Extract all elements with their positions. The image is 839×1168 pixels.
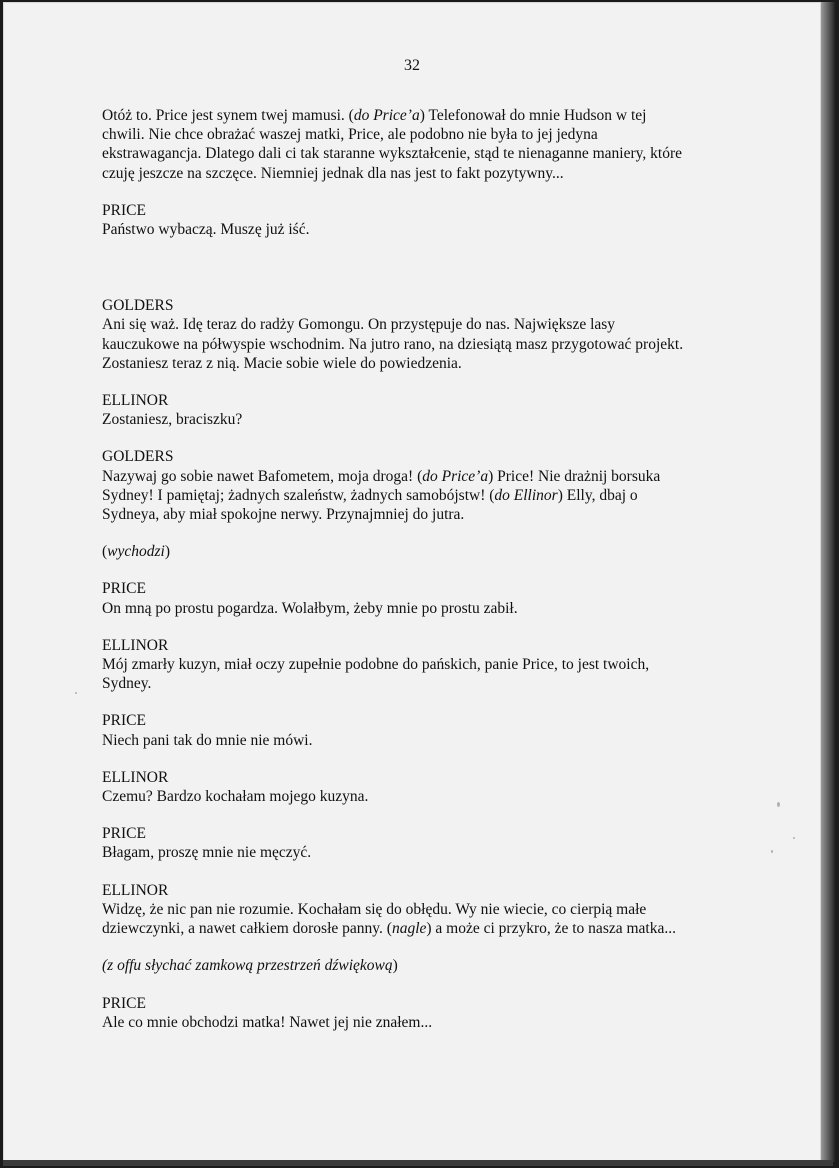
text-segment: kauczukowe na półwyspie wschodnim. Na jutro rano, na dziesiątą masz przygotować projekt. [102,335,684,353]
italic-segment: nagle [391,920,427,938]
speaker-name: PRICE [102,580,146,598]
text-line [102,486,742,505]
text-segment: Błagam, proszę mnie nie męczyć. [102,844,312,862]
text-line [102,106,742,125]
italic-segment: do Price’a [422,467,489,485]
block-gap [102,373,742,391]
text-line [102,731,742,750]
page-number: 32 [404,57,420,74]
dialogue-block [102,296,742,373]
stage-direction [102,542,742,561]
text-segment: ekstrawagancja. Dlatego dali ci tak staranne wykształcenie, stąd te nienaganne maniery, które [102,145,682,163]
text-segment: czuję jeszcze na szczęce. Niemniej jednak dla nas jest to fakt pozytywny... [102,164,564,182]
dialogue-block [102,106,742,183]
text-segment: ) Telefonował do mnie Hudson w tej [419,107,647,124]
speaker-name: GOLDERS [102,448,174,466]
block-gap [102,976,742,994]
block-gap [102,429,742,447]
scan-speck [771,850,773,853]
page-edge-shadow [821,2,835,1162]
dialogue-block [102,201,742,239]
text-segment: Otóż to. Price jest synem twej mamusi. ( [102,107,354,124]
block-gap [102,693,742,711]
text-segment: Sydneya, aby miał spokojne nerwy. Przynajmniej do jutra. [102,506,465,524]
text-segment: Zostaniesz teraz z nią. Macie sobie wiele do powiedzenia. [102,354,462,372]
italic-segment: do Price’a [353,107,420,124]
dialogue-block [102,391,742,429]
text-line [102,505,742,524]
text-line [102,125,742,144]
text-segment: ) [392,957,398,975]
text-segment: ) Elly, dbaj o [557,486,638,504]
stage-direction [102,956,742,975]
dialogue-block [102,824,742,862]
text-segment: ) a może ci przykro, że to nasza matka... [426,920,676,938]
text-line [102,144,742,163]
block-gap [102,183,742,201]
text-line [102,315,742,334]
block-gap [102,239,742,296]
dialogue-block [102,447,742,524]
block-gap [102,863,742,881]
dialogue-block [102,994,742,1032]
text-line [102,919,742,938]
text-segment: Państwo wybaczą. Muszę już iść. [102,221,310,239]
speaker-name: ELLINOR [102,636,169,654]
text-segment: Widzę, że nic pan nie rozumie. Kochałam się do obłędu. Wy nie wiecie, co cierpią małe [102,900,647,918]
block-gap [102,750,742,768]
block-gap [102,806,742,824]
text-line [102,787,742,806]
speaker-name: PRICE [102,201,146,219]
dialogue-block [102,881,742,939]
text-segment: ( [102,543,108,561]
text-line [102,900,742,919]
scan-speck [793,837,795,839]
block-gap [102,524,742,542]
text-line [102,956,742,975]
text-line [102,599,742,618]
block-gap [102,938,742,956]
scan-speck [75,692,77,694]
italic-segment: do Ellinor [494,486,558,504]
text-segment: Nazywaj go sobie nawet Bafometem, moja droga! ( [102,467,423,485]
page-edge-bottom [3,1160,833,1166]
text-line [102,354,742,373]
text-line [102,467,742,486]
text-segment: Mój zmarły kuzyn, miał oczy zupełnie podobne do pańskich, panie Price, to jest twoich, [102,656,650,674]
text-line [102,410,742,429]
dialogue-block [102,636,742,694]
text-segment: Ani się waż. Idę teraz do radży Gomongu. On przystępuje do nas. Największe lasy [102,316,616,334]
scan-speck [777,802,780,807]
text-segment: ) Price! Nie drażnij borsuka [488,467,661,485]
speaker-name: PRICE [102,825,146,843]
text-segment: Czemu? Bardzo kochałam mojego kuzyna. [102,788,369,806]
text-line [102,655,742,674]
dialogue-block [102,768,742,806]
block-gap [102,561,742,579]
text-line [102,542,742,561]
text-line [102,1013,742,1032]
text-line [102,674,742,693]
text-line [102,164,742,183]
speaker-name: PRICE [102,712,146,730]
italic-segment: wychodzi [107,543,165,561]
italic-segment: (z offu słychać zamkową przestrzeń dźwiękową [102,957,393,975]
text-segment: chwili. Nie chce obrażać waszej matki, Price, ale podobno nie była to jej jedyna [102,126,598,144]
text-segment: Sydney. [102,675,152,693]
speaker-name: ELLINOR [102,392,169,410]
text-segment: Ale co mnie obchodzi matka! Nawet jej nie znałem... [102,1013,433,1031]
script-text [102,106,742,1032]
text-segment: On mną po prostu pogardza. Wolałbym, żeby mnie po prostu zabił. [102,599,518,617]
dialogue-block [102,711,742,749]
text-line [102,220,742,239]
document-page [3,2,821,1162]
text-line [102,335,742,354]
text-segment: dziewczynki, a nawet całkiem dorosłe panny. ( [102,920,392,938]
speaker-name: ELLINOR [102,881,169,899]
text-line [102,843,742,862]
text-segment: Niech pani tak do mnie nie mówi. [102,731,313,749]
block-gap [102,618,742,636]
text-segment: Zostaniesz, braciszku? [102,411,243,429]
dialogue-block [102,579,742,617]
speaker-name: ELLINOR [102,768,169,786]
speaker-name: GOLDERS [102,297,174,315]
text-segment: Sydney! I pamiętaj; żadnych szaleństw, żadnych samobójstw! ( [102,486,495,504]
text-segment: ) [164,543,171,561]
speaker-name: PRICE [102,994,146,1012]
